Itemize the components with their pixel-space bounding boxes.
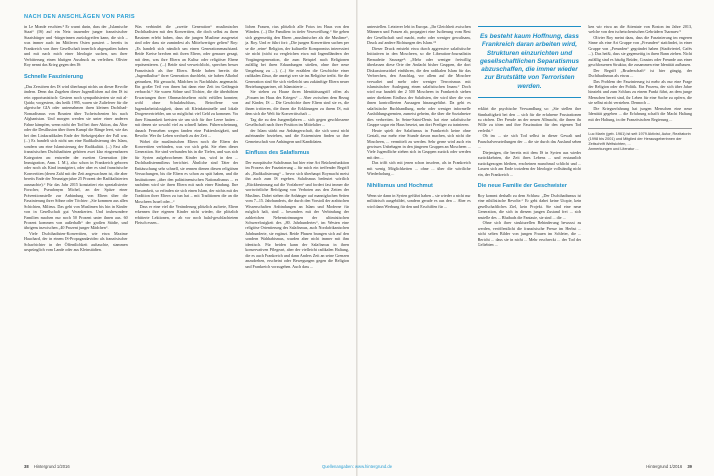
- paragraph: Dass er eine viel die Veränderung plötzlich auftrete, Eltern erkennen ihre eigenen Kinder nicht wieder, die plötzlich erbitterte Lektionen, er ab vor noch halal-geschlachtetem Fleisch essen...: [134, 203, 239, 226]
- left-column-1: [24, 24, 128, 460]
- page-number: 39: [687, 464, 692, 469]
- paragraph: erklärt die psychische Verwandlung so: „Sie stellen ihre Sinnhaftigkeit bei den ... sich für die erfahrene Frustrationen zu rächen. Der Freude an der neuen Allmacht, die ihnen ihr Wille zu töten und ihre Faszination für den eigenen Tod verleiht.“: [477, 106, 582, 133]
- paragraph: Das Problem der Faszinierung ist mehr als nur eine Frage der Religion oder der Politik. Ein Prozess, der sich über Jahre hinzieht und zum Schluss zu einem Punkt führt, an dem junge Menschen bereit sind, ihr Leben für eine Sache zu opfern, die sie selbst nicht verstehen. Dennoch ...: [588, 78, 693, 106]
- paragraph: Der europäische Salafismus hat hier eine Art Brückenfunktion im Prozess der Faszinierung – für mich ein treffender Begriff als „Radikalisierung“ – bevor sich überhaupt Roymacht meist ihn auch zum IS ergeben. Salafismus bedeutet wörtlich „Rückbesinnung auf die Vorfahren“ und fordert fast immer die wortwörtliche Befolgung von Verboten aus den Zeiten der Muslims. Dabei stehen die Anhänger auf mannigfachen Seiten vom 7.–15. Jahrhunderts, die durch den Vorstoß der arabischen Wissenschaften Anbindungen an Islam und Moderne für möglich halt, sind – besonders mit der Verbindung der zahlreichen Nebenströmungen der ultimistischen Schwerelosigkeit des „80. Jahrhundertes“, im Westen eine religiöse Orientierung des Salafismus, auch Nordafrikanischen Jahrhunderte, sie ergänzt. Beide Phasen brangen sich auf den sondern Wahhabismus, wurden aber nicht immer mit ihm identisch. Für beiden kann der Salafismus in ihren konservativen Pflegeart, aber der vielleicht radikalen Haltung, die es auch Frankreich und dann Anders Zeit an seine Grenzen anzudrehen, erscheint oder Bewegungen gegen die Religion und Frankreich vorzugehen. Auch dass ...: [245, 159, 350, 269]
- paragraph: Dieser Druck entsteht etwa durch aggressive salafistische Initiativen in den Moscheen, so die Liberation-Journalistin Bernadette Sauvage⁴: „Mehr oder weniger freiwillig überlassen diese Orte der Andacht bisher Gruppen, die dort Diskussionszirkel einführen, die den radikalen Islam für das Verbrechen, den Anschlag, vor allem auf die Moschee verwaltet und mehr oder weniger Terrorismus mit islamistischer Auslegung einen salafistischen Imam.“ Doch wird nur handelt der 2 500 Moscheen in Frankreich stehen unter direktem Einfluss der Salafisten, der wird über die von ihnen kontrollierten Aussagen hinausgeführt. Da geht es salafistische Buchhandlung, mehr oder weniger informelle Ausbildungsgremien, zumeist geheim, die über die Sozialnetze dies verbreiten. In Seine-Saint-Denis hat eine salafistische Gruppe sogar ein Haus besetzt, um dort Prediger zu trainieren.: [367, 45, 471, 128]
- author-footnote: [588, 128, 692, 152]
- paragraph: Heute spielt der Salafismus in Frankreich keine ohne Gestalt, nur mehr eine Stunde davon machen, sich nicht die Moscheen, ... vermittelt zu werden. Sehr gerne wird auch ein gewisses Unbehagen in den jüngeren Gruppen an Moscheen ... Viele Jugendliche ziehen sich in Gruppen zurück oder werden mit den ...: [367, 127, 471, 160]
- subheading: Einfluss des Salafismus: [245, 149, 310, 156]
- pull-quote: Es besteht kaum Hoffnung, dass Frankreich daran arbeiten wird, Strukturen einzurichten und gesellschaftlichen Separatismus abzuschaffen, die immer wieder zur Brutstätte von Terroristen werden.: [478, 26, 582, 98]
- right-page: [357, 0, 714, 476]
- paragraph: Tag die zu den Jungendjahren ... sich gegen geschlossene Gesellschaft nach ihrer Position im Mittelalter ...: [245, 116, 350, 128]
- issue-label: Hintergrund 1/2016: [646, 464, 683, 469]
- paragraph: Der Begriff „Bruderschaft“ ist hier gängig, der Dschihadismus als etwas ...: [588, 67, 693, 79]
- paragraph: Viele Dschihadisten-Konvertiten, wie etwa Maxime Hauchard, der in einem IS-Propagandavideo als französischer Scharfrichter in der Öffentlichkeit auftauchte, stammen ursprünglich vom Lande oder aus Kleinstädten.: [24, 230, 128, 253]
- paragraph: der Islam stärkt nur Anhängerschaft, die sich sonst nicht aufeinander beziehen, und die Extremisten finden so ihre Gemeinschaft von Anhängern und Kandidaten.: [245, 127, 350, 144]
- paragraph: lichen Frauen, rius plötzlich alle Fotos im Haus von den Wänden. (...) Die Familien: in tiefer Verzweiflung.“ Sie geben sich gegenseitig den Ehren „muslimischer als die Muslime“, ja. Roy. Und er führt fort: „Die jungen Konvertiten suchen per se die ‚reine‘ Religion, der kulturelle Kompromiss interessiert sie nicht (nicht zu vergleichen etwa mit Ingendländern der Vorgängergeneration, die zum Beispiel nach Religionen zufällig bei ihren Erkundungen stießen, ohne ihre neue Umgebung zu ...). (...) Sie erzählen die Geschichte einer radikalen Zäsur, die anzeigt wer sie ins Religiöse treibt. Sie die Generation sind Sie sich vielleicht um zukünftige Eltern neuer Beziehungspartner, oft Islamisierte ...: [245, 24, 350, 89]
- paragraph: „Das Zerstören des IS wird überhaupt nichts an dieser Revolte ändern. Denn das Zugehen dieser Jugendlichen auf den IS ist rein opportunistisch: Gestern noch sympathisierten sie mit al-Qaida; vorgestern, das heißt 1995, waren sie Zulieferer für die algerische GIA oder unternahmen ihren kleinen Dschihad-Nomadismus von Bosnien über Tschetschenien bis nach Afghanistan. Und morgen werden sie unter einer anderen Fahne kämpfen, wenn nicht der Tod bei ihrer Aktion, das Älter oder die Desillusion über ihren Kampf die Ränge leert, wie das bei den Linksradikalen Ende der Siebzigerjahre der Fall war. (...) Es handelt sich nicht um eine Radikalisierung des Islam, sondern um eine Islamisierung der Radikalität. (...) Fast alle französischen Dschihadisten gehören zwei klar eingrenzbaren Kategorien an: entweder der zweiten Generation (der Immigration, Anm. I. M.), also schon in Frankreich geboren oder noch als Kind immigriert, oder aber es sind französische Konvertiten (deren Zahl mit der Zeit angewachsen ist, die aber bereits Ende der Neunzigerjahre 25 Prozent der Radikalisierten ausmachte).“ Für das Jahr 2015 konstatiert ein spezialisierter Forscher, Pseudonym Michel, an der Spitze einer Präventionsstelle zur Anbindung von Eltern über die Faszinierung ihrer Söhne oder Töchter: „Sie kommen aus allen Schichten, Milieus. Das geht von Muslimen bis hin in Kinder von in Gesellschaft gut Verankerten. Und insbesondere Familien machen nur noch 50 Prozent unter ihnen aus. 60 Prozent kommen von außerhalb“ der großen Städte, und übrigens inzwischen „40 Prozent junger Mädchen“.: [24, 83, 128, 231]
- section-header-spacer: [367, 14, 692, 24]
- paragraph: ken wir etwa an die Attentate von Boston im Jahre 2013, welche von den tschetschenischen Gebrüdern Tsarnaev.⁵: [588, 24, 693, 35]
- paragraph: Olivier Roy meint dazu, dass die Faszinierung im engeren Sinne als eine Art Gruppe von „Freunden“ stattfindet, in einer Gruppe von „Freunden“ gegründet haben (Stadtviertel, Cafés ...). Das heißt, dass sie gegenseitig in ihren Bann ziehen. Nicht zufällig sind es häufig Brüder, Cousins oder Freunde aus einer geschlossenen Struktur, die zusammen eine Identität aufbauen.: [588, 34, 693, 68]
- subheading: Nihilismus und Hochmut: [367, 182, 433, 189]
- paragraph: Wenn sie dann in Syrien geführt haben – sie wieder a nicht nur militärisch ausgebildet, sondern gerade es aus den ... Aber es wird dann Werbung für den und Erschiffen für ...: [367, 192, 471, 209]
- subheading: Die neue Familie der Geschwister: [477, 182, 567, 189]
- footnote-line: Luc Marin (geb. 1961) ist seit 1979 Aktivist, Autor, Rezitatorin (1998 bis 2001) und Mitglied der Herausgeberinnen der Zeitschrift Weltsichten, ...: [588, 132, 691, 147]
- footnote-line: Anmerkungen und Literatur ...: [588, 147, 639, 152]
- paragraph: Diejenigen, die bereits mit dem IS in Syrien aus wieder zurückkehrten, die Zeit ihres Lebens ... und erstaunlich zurückgezogen bleiben, erscheinen manchmal schlicht und ... Lassen sich am Ende trotzdem der Ideologie vollständig nicht ein, der Frankreich ...: [477, 149, 582, 177]
- paragraph: Wobei die muslimischen Eltern noch die Eltern der Konvertiten verbinden, was vor sich geht. Sie eben dieser Generation. Sie sind verbunden bis in die Tiefen, und was sich für Syrien aufgebrochenen Kinder tun, wird in den ... Dschihadistenmilieus berichtet. Ähnliche sind Täter der Enttäuschung sehr schnell, sie rennen dienen diesen religiösen Versuchungen, bis die Eltern es schon zu spät haben, und die Institutionen „über den palästinensischen Nationalismus ... es nachdem wird sie ihren Eltern mit nach einer Bindung. Ihre Einsamkeit, so erfinden sie sich einen Islam, der nichts mit der Tradition ihrer Eltern zu tun hat – mit Traditionen die an die Moscheen Israel oder...“: [134, 138, 239, 204]
- subheading: Schnelle Faszinierung: [24, 73, 84, 80]
- right-columns: [367, 24, 692, 460]
- section-header: NACH DEN ANSCHLÄGEN VON PARIS: [24, 14, 135, 20]
- paragraph: in Le Monde erschien.² Er warnt darin, dass der „Islamische Staat“ (IS) auf ein Netz tausender junger französischer Staatsbürger und -bürgerinnen zurückgreifen kann, die sich – was immer auch im Mittleren Osten passiert – bereits in Frankreich von ihrer Gesellschaft innerlich abgespalten haben und mit nach mich einer Ideologie suchen, um ihrer Verbitterung einen blutigen Ausdruck zu verleihen. Olivier Roy nennt das Krieg gegen den IS:: [24, 24, 128, 68]
- right-column-2: [478, 24, 582, 460]
- paragraph: Sie stehen zu Hause ihren Identitätsangriff offen als „Frauen im Haus des Krieges“ ... Aber zwischen dem Bezug auf Kinder, IS ... Die Geschichte ihrer Eltern sind sie es, die ihnen irritieren, die ihnen die Erklärungen zu ihrem IS, mit dem sich die Welt für Konvertitschaft ...: [245, 89, 350, 117]
- left-columns: [24, 24, 349, 460]
- paragraph: Ohne sich ihrer strukturellen Behinderung bewusst zu werden, veröffentlicht die französische Presse im Herbst ... nicht selten Bilder von jungen Frauen im Schleier, die ... Bericht ... dass sie in nicht ... Mehr erschreckt ... der Tod der Geliebten ...: [477, 220, 582, 248]
- right-column-3: [588, 24, 692, 460]
- right-column-1: [367, 24, 471, 460]
- left-column-2: [135, 24, 239, 460]
- issue-label: Hintergrund 1/2016: [33, 464, 70, 469]
- left-column-3: [245, 24, 349, 460]
- sources-link[interactable]: Quellenangaben: www.hintergrund.de: [321, 464, 393, 469]
- paragraph: Die Kriegserfahrung hat jungen Menschen eine neue Identität gegeben ... die Erfahrung schafft die Macht Haltung mit der Haltung, in der Französischen Regierung ...: [588, 105, 693, 122]
- paragraph: unterstellen. Letzterer lebt in Europa. „Ihr Gleichheit zwischen Männern und Frauen ab, propagiert eine Isolierung vom Rest der Gesellschaft und macht, mehr oder weniger gewaltsam, Druck auf andere Richtungen des Islam.“³: [367, 24, 471, 46]
- paragraph: Was verbindet die „zweite Generation“ muslimischer Dschihadisten mit den Konvertiten, die doch selbst zu ihren Bassinen erlebt haben, dass die jungen Muslime ausgesetzt sind oder dass sie zumindest als Mittelwertiger gelten? Roy: „Es handelt sich nämlich um einen Generationenaufstand. Beide Kreise brechen mit ihren Eltern, oder genauer gesagt, mit dem, was ihre Eltern an Kultur oder religiöser Ebene repräsentieren. (...) Beide sind verweichlicht, sprechen besser Französisch als ihre Eltern. Beide haben bereits die „Jugendkultur“ ihrer Generation durchlebt, sie haben Alkohol getrunken, Hit geraucht, Mädchen in Nachtklubs angemacht. Ein großer Teil von ihnen hat dann eine Zeit im Gefängnis verbracht.“ Sie waren Söhne und Töchter, die die überhöhten Erwartungen ihrer Ohnmachtseltern nicht erfüllen konnten; wohl ohne Schulabschluss, Betroffene von Jugendarbeitslosigkeit, dann oft Kleinkriminelle und lokale Drogenvertriebler, um so möglichst viel Geld zu kommen. Vor ihrer Einsamkeit kreisten sie um sich für ihre Leere hatten – mit denen sie sowohl viel zu schnell haben. Führerscheinung, danach Fernsehen wegen fanden eine Faktenlosigkeit, und Revolte. Wer ihr Leben wechselt zu der Zeit ...: [134, 24, 239, 139]
- paragraph: Ob im ... sie sich Tod selbst in dieser Gewalt und Pauschalverurteilungen der ... die sie durch das Ausland sehen ...: [477, 133, 582, 150]
- page-number: 38: [24, 464, 29, 469]
- paragraph: Das trifft sich mit jenen schon insofern, als in Frankreich mit wenig Möglichkeiten ... ohne ... über die wörtliche Wiederholung ...: [367, 160, 471, 177]
- paragraph: Roy kommt deshalb zu dem Schluss: „Der Dschihadismus ist eine nihilistische Revolte.“ Er geht dabei keine Utopie, kein gesellschaftliches Ziel, kein Projekt. Sie sind eine neue Generation, die sich in diesem jungen Zustand frei ... sich anstelle des ... Blutbads die Fantasie, sie sind ... die ...: [477, 192, 582, 220]
